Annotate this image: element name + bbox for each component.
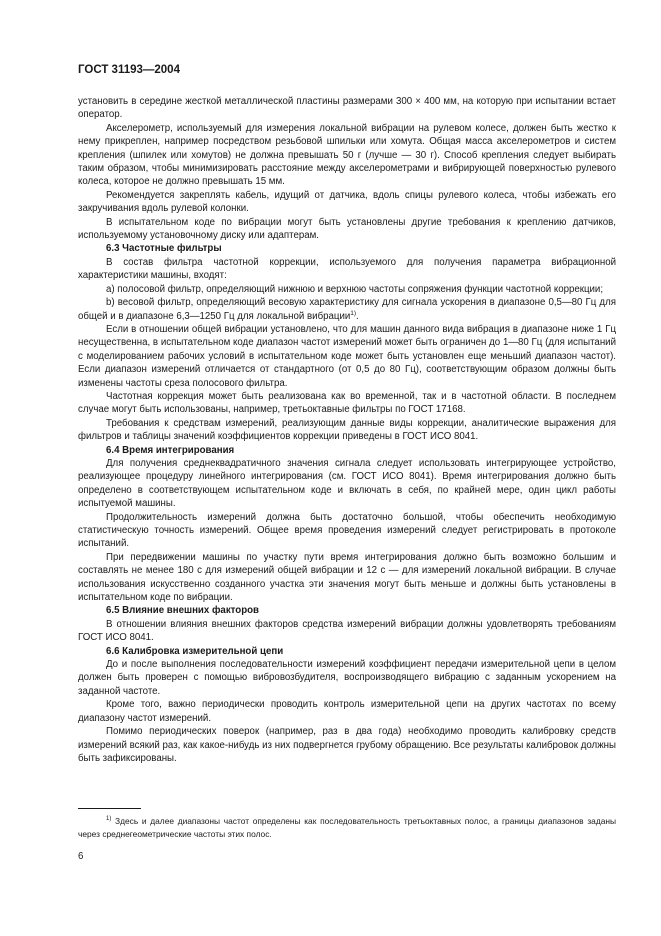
- list-item-end: .: [356, 310, 359, 322]
- paragraph: Рекомендуется закреплять кабель, идущий от датчика, вдоль спицы рулевого колеса, чтобы избежать его закручивания вдоль рулевой колонки.: [78, 189, 616, 215]
- footnote-text: Здесь и далее диапазоны частот определены как последовательность третьоктавных полос, а границы диапазонов заданы через среднегеометрические частоты этих полос.: [78, 816, 617, 839]
- paragraph: До и после выполнения последовательности измерений коэффициент передачи измерительной цепи в целом должен быть проверен с помощью вибровозбудителя, воспроизводящего вибрацию с заданным ускорением на заданной частоте.: [78, 659, 616, 697]
- paragraph: При передвижении машины по участку пути время интегрирования должно быть возможно большим и составлять не менее 180 с для измерений общей вибрации и 12 с — для измерений локальной вибрации. В случае использования искусственно созданного участка эти значения могут быть меньше и должны быть установлены в испытательном коде по вибрации.: [78, 551, 616, 604]
- paragraph: В испытательном коде по вибрации могут быть установлены другие требования к креплению датчиков, используемому установочному диску или адаптерам.: [78, 216, 616, 242]
- paragraph: Частотная коррекция может быть реализована как во временной, так и в частотной области. В последнем случае могут быть использованы, например, третьоктавные фильтры по ГОСТ 17168.: [78, 390, 616, 416]
- footnote-ref: 1): [350, 309, 357, 317]
- section-heading-6-3: 6.3 Частотные фильтры: [106, 243, 222, 255]
- section-heading-6-4: 6.4 Время интегрирования: [106, 444, 235, 456]
- paragraph: В состав фильтра частотной коррекции, используемого для получения параметра вибрационной характеристики машины, входят:: [78, 256, 616, 282]
- list-item: а) полосовой фильтр, определяющий нижнюю и верхнюю частоты сопряжения функции частотной коррекции;: [106, 283, 604, 295]
- footnote-divider: [78, 808, 141, 809]
- paragraph: Акселерометр, используемый для измерения локальной вибрации на рулевом колесе, должен быть жестко к нему прикреплен, например посредством резьбовой шпильки или хомута. Общая масса акселерометров и систем крепления (шпилек или хомутов) не должна превышать 50 г (лучше — 30 г). Способ крепления следует выбирать таким образом, чтобы минимизировать расстояние между акселерометрами и вибрирующей поверхностью рулевого колеса, которое не должно превышать 15 мм.: [78, 122, 616, 188]
- section-heading-6-6: 6.6 Калибровка измерительной цепи: [106, 645, 284, 657]
- paragraph: Кроме того, важно периодически проводить контроль измерительной цепи на других частотах по всему диапазону частот измерений.: [78, 699, 616, 724]
- paragraph: Если в отношении общей вибрации установлено, что для машин данного вида вибрация в диапазоне ниже 1 Гц несущественна, в испытательном коде диапазон частот измерений может быть ограничен до 1—80 Гц (для испытаний с моделированием рабочих условий в испытательном коде может быть установлен еще меньший диапазон частот). Если диапазон измерений отличается от стандартного (от 0,5 до 80 Гц), соответствующим образом должны быть изменены частоты среза полосового фильтра.: [78, 323, 616, 389]
- list-item: [78, 296, 616, 323]
- footnote-marker: 1): [106, 816, 112, 823]
- paragraph: В отношении влияния внешних факторов средства измерений вибрации должны удовлетворять требованиям ГОСТ ИСО 8041.: [78, 618, 616, 644]
- page-number: 6: [78, 851, 84, 862]
- paragraph: Продолжительность измерений должна быть достаточно большой, чтобы обеспечить необходимую статистическую точность измерений. Общее время проведения измерений следует регистрировать в протоколе испытаний.: [78, 511, 616, 550]
- standard-header: ГОСТ 31193—2004: [78, 64, 180, 76]
- body-text: [78, 95, 616, 765]
- paragraph: установить в середине жесткой металлической пластины размерами 300 × 400 мм, на которую при испытании встает оператор.: [78, 96, 616, 121]
- footnote: [78, 815, 616, 841]
- paragraph: Для получения среднеквадратичного значения сигнала следует использовать интегрирующее устройство, реализующее процедуру линейного интегрирования (см. ГОСТ ИСО 8041). Время интегрирования должно быть определено в соответствующем испытательном коде и включать в себя, по крайней мере, один цикл работы испытуемой машины.: [78, 457, 616, 510]
- paragraph: Требования к средствам измерений, реализующим данные виды коррекции, аналитические выражения для фильтров и таблицы значений коэффициентов коррекции приведены в ГОСТ ИСО 8041.: [78, 417, 616, 443]
- list-item-text: b) весовой фильтр, определяющий весовую характеристику для сигнала ускорения в диапазоне 0,5—80 Гц для общей и в диапазоне 6,3—1250 Гц для локальной вибрации: [78, 297, 616, 322]
- section-heading-6-5: 6.5 Влияние внешних факторов: [106, 605, 259, 617]
- paragraph: Помимо периодических поверок (например, раз в два года) необходимо проводить калибровку средств измерений всякий раз, как какое-нибудь из них подвергнется грубому обращению. Все результаты калибровок должны быть зафиксированы.: [78, 726, 616, 764]
